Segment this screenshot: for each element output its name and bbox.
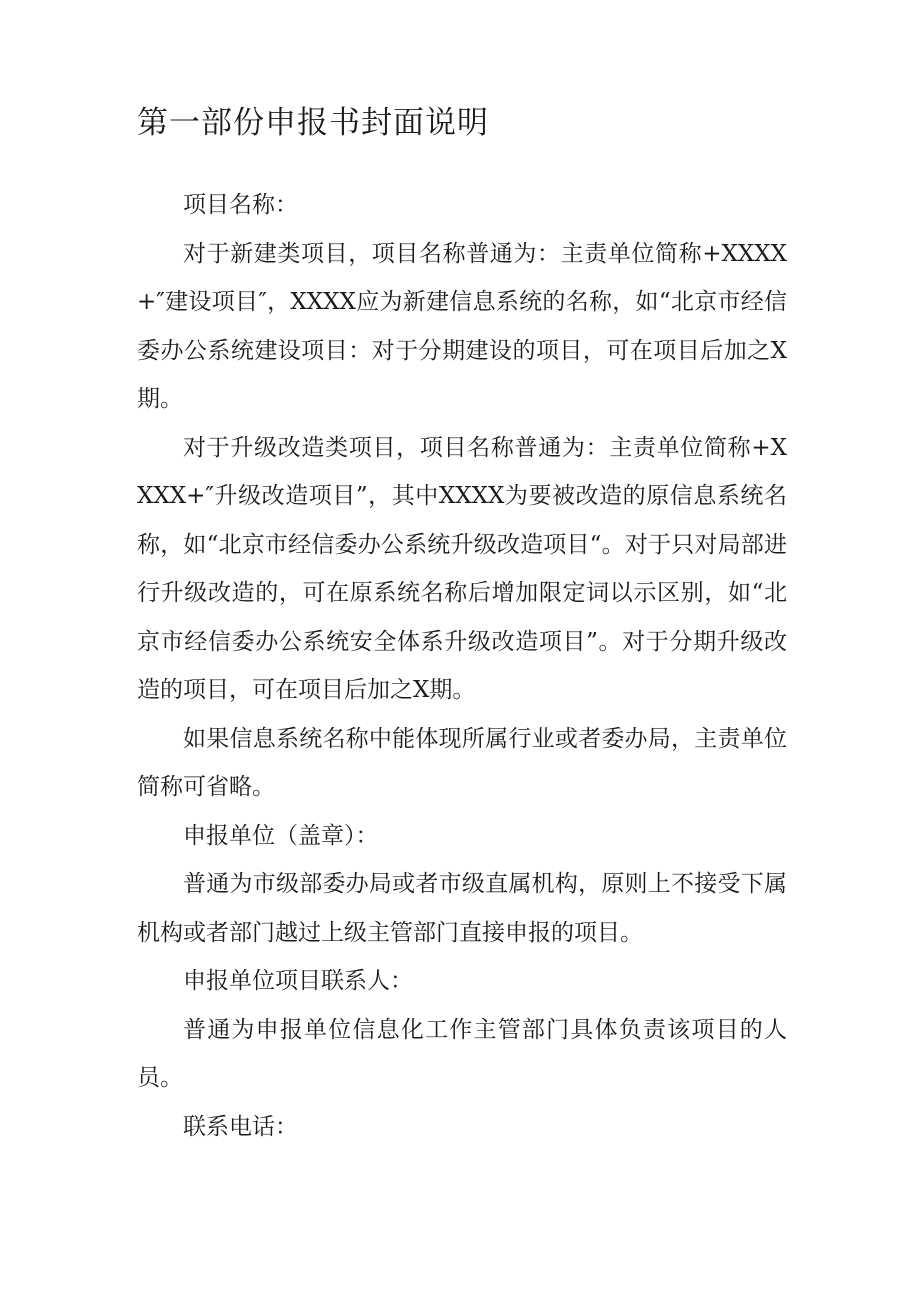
paragraph-project-contact-desc: 普通为申报单位信息化工作主管部门具体负责该项目的人员。	[137, 1016, 787, 1091]
paragraph-omit-abbreviation: 如果信息系统名称中能体现所属行业或者委办局，主责单位简称可省略。	[137, 725, 787, 800]
field-label-contact-phone: 联系电话：	[183, 1113, 298, 1140]
document-body	[137, 181, 787, 1151]
field-label-project-name: 项目名称：	[183, 192, 298, 218]
paragraph-upgrade-project-naming: 对于升级改造类项目，项目名称普通为：主责单位简称+XXXX+″升级改造项目”，其中XXXX为要被改造的原信息系统名称，如“北京市经信委办公系统升级改造项目“。对于只对局部进行升级改造的，可在原系统名称后增加限定词以示区别，如“北京市经信委办公系统安全体系升级改造项目”。对于分期升级改造的项目，可在项目后加之X期。	[137, 434, 787, 703]
field-label-project-contact: 申报单位项目联系人：	[183, 968, 413, 994]
paragraph-new-project-naming: 对于新建类项目，项目名称普通为：主责单位简称+XXXX+″建设项目″，XXXX应为新建信息系统的名称，如“北京市经信委办公系统建设项目：对于分期建设的项目，可在项目后加之X期。	[137, 240, 787, 412]
page-title: 第一部份申报书封面说明	[137, 105, 489, 141]
field-label-applicant-unit: 申报单位（盖章）：	[183, 822, 379, 849]
paragraph-applicant-unit-desc: 普通为市级部委办局或者市级直属机构，原则上不接受下属机构或者部门越过上级主管部门直接申报的项目。	[137, 871, 787, 946]
